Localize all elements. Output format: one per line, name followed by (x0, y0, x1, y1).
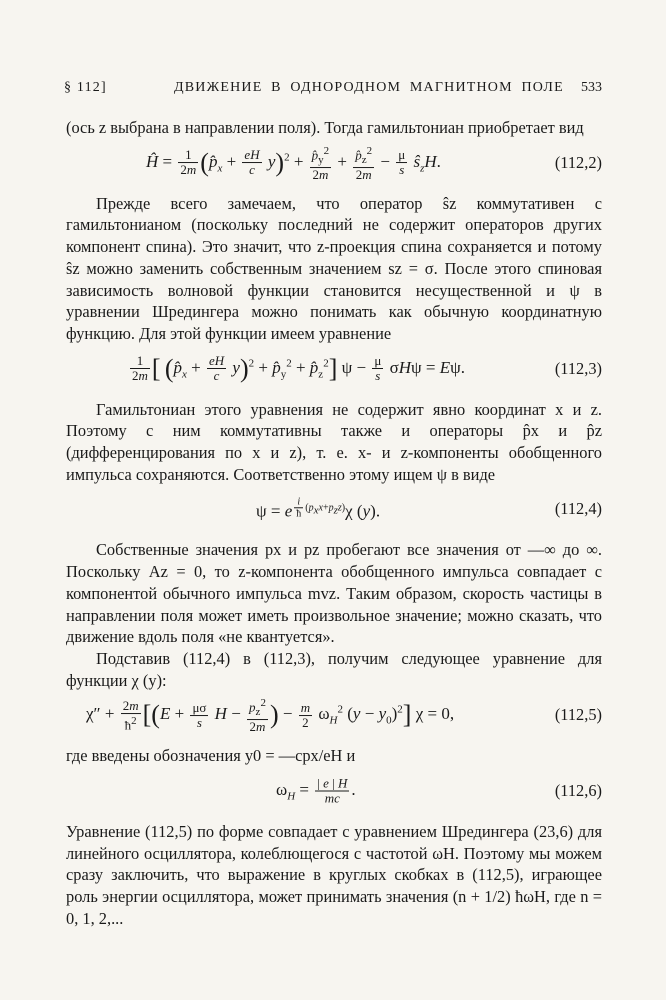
paragraph-1: (ось z выбрана в направлении поля). Тогда гамильтониан приобретает вид (66, 118, 584, 137)
equation-expression: Ĥ = $\frac{1}{2m}$ ($p̂_x$ + $\frac{eH}{c}$ y)$^2$ + $\frac{p̂_y^2}{2m}$ + $\frac{p̂_z^2}{2m}$ − $\frac{\mu}{s}$ $ŝ_zH$. (146, 144, 441, 182)
paragraph-3: Гамильтониан этого уравнения не содержит явно координат x и z. Поэтому с ним коммутативны также и операторы p̂x и p̂z (дифференцирования по x и z), т. е. x- и z-компоненты обобщенного импульса сохраняются. Соответственно этому ищем ψ в виде (66, 399, 602, 484)
equation-expression: ψ = e $^{\frac{i}{ħ} (p_xx+p_zz)}$χ (y). (256, 496, 381, 522)
page-number: 533 (581, 80, 602, 95)
paragraph-5: Подставив (112,4) в (112,3), получим следующее уравнение для функции χ (y): (66, 648, 602, 690)
equation-expression: $\omega_H$ = $\frac{| e | H}{mc}$ . (276, 775, 356, 806)
equation-expression: χ″ + $\frac{2m}{ħ^2}$ [(E + $\frac{\mu\sigma}{s}$ H − $\frac{p_z^2}{2m}$ ) − $\frac{m}{2}$ $\omega_H^2$ $(y - y_0)^2$] χ = 0, (86, 697, 455, 735)
equation-112-5 (66, 691, 602, 739)
equation-112-4 (66, 485, 602, 533)
paragraph-2: Прежде всего замечаем, что оператор ŝz коммутативен с гамильтонианом (поскольку последний не содержит операторов других компонент спина). Это значит, что z-проекция спина сохраняется и потому ŝz можно заменить собственным значением sz = σ. После этого спиновая зависимость волновой функции становится несущественной и ψ в уравнении Шредингера можно понимать как обычную координатную функцию. Для этой функции имеем уравнение (66, 193, 602, 343)
equation-112-2 (66, 139, 602, 187)
equation-112-6 (66, 767, 602, 815)
section-marker: § 112] (64, 80, 107, 95)
equation-112-3 (66, 345, 602, 393)
paragraph-7: Уравнение (112,5) по форме совпадает с уравнением Шредингера (23,6) для линейного осциллятора, колеблющегося с частотой ωH. Поэтому мы можем сразу заключить, что выражение в круглых скобках в (112,5), играющее роль энергии осциллятора, может принимать значения (n + 1/2) ħωH, где n = 0, 1, 2,... (66, 822, 602, 928)
equation-expression: $\frac{1}{2m}$ [ ($p̂_x$ + $\frac{eH}{c}$ $y)^2 + p̂_y^2$ + $p̂_z^2$] ψ − $\frac{\mu}{s}$ σHψ = Eψ. (132, 353, 466, 384)
equation-number: (112,2) (554, 152, 602, 172)
equation-number: (112,6) (554, 781, 602, 801)
paragraph-6: где введены обозначения y0 = —cpx/eH и (66, 746, 356, 766)
chapter-title: ДВИЖЕНИЕ В ОДНОРОДНОМ МАГНИТНОМ ПОЛЕ (174, 80, 564, 95)
page-body (66, 117, 602, 930)
equation-number: (112,5) (554, 705, 602, 725)
equation-number: (112,3) (554, 358, 602, 378)
equation-number: (112,4) (554, 499, 602, 519)
running-header (64, 80, 602, 100)
paragraph-4: Собственные значения px и pz пробегают все значения от —∞ до ∞. Поскольку Az = 0, то z-компонента обобщенного импульса совпадает с компонентой обычного импульса mvz. Таким образом, скорость частицы в направлении поля может иметь произвольное значение; можно сказать, что движение вдоль поля «не квантуется». (66, 540, 602, 647)
